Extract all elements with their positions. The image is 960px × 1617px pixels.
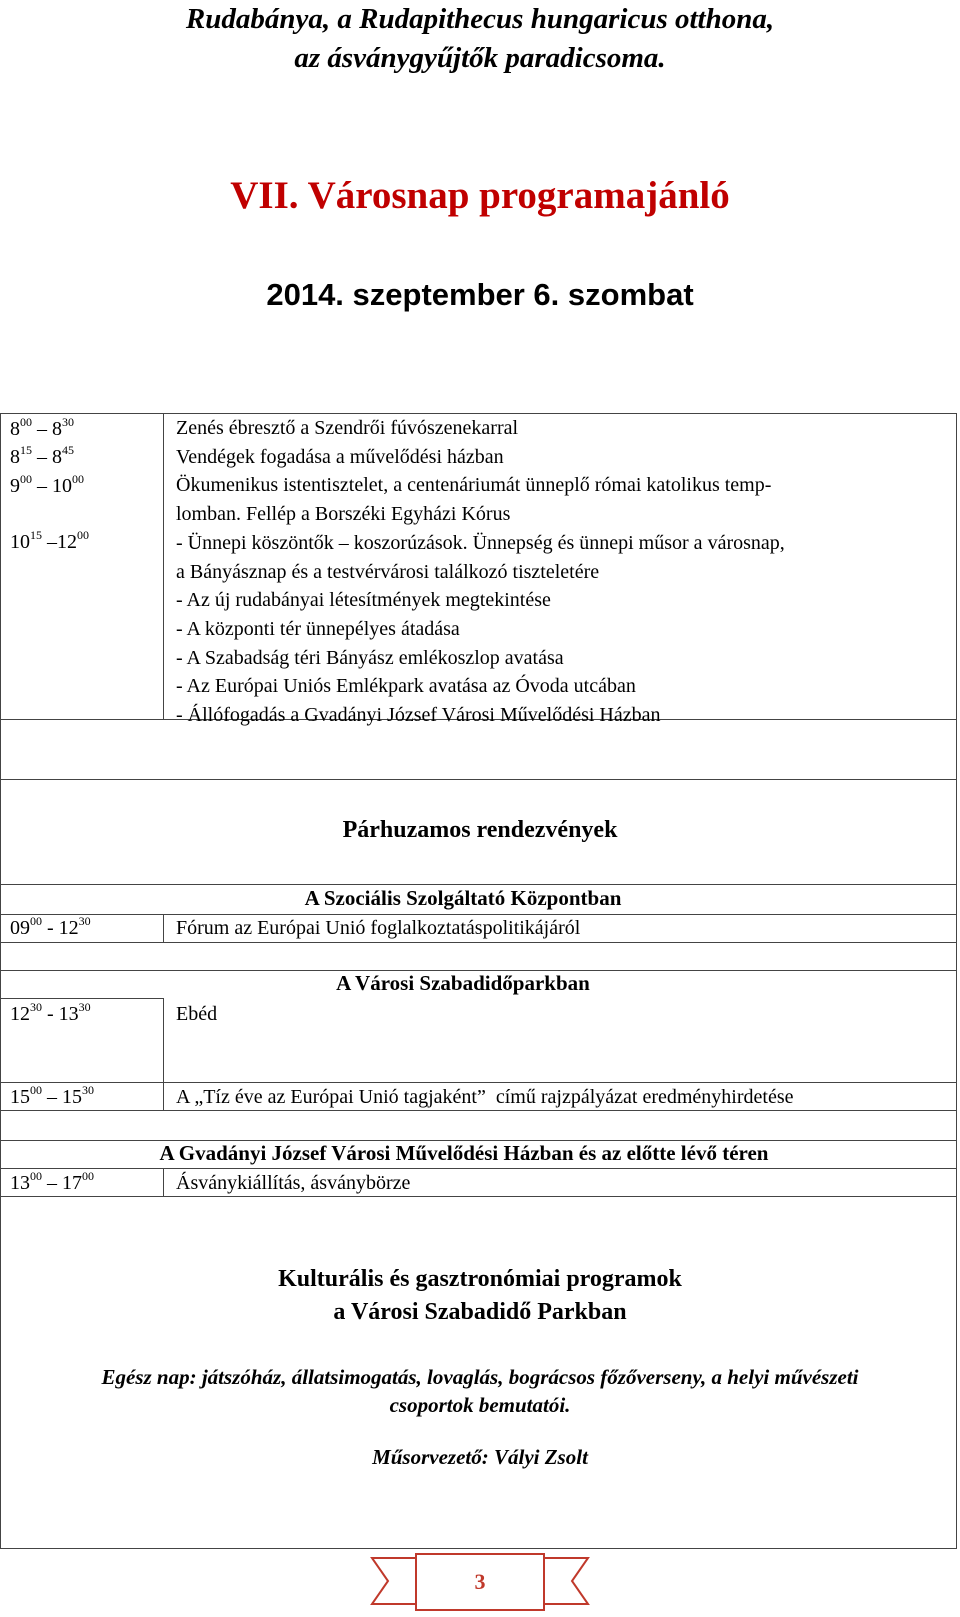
program-line: - A Szabadság téri Bányász emlékoszlop avatása — [176, 646, 564, 669]
row-divider — [1, 1168, 956, 1169]
row-divider — [1, 998, 164, 999]
time-slot: $10^{15}$ $-12^{00}$ — [10, 528, 89, 553]
time-slot: $13^{00} - 17^{00}$ — [10, 1169, 94, 1194]
parallel-heading: Párhuzamos rendezvények — [342, 817, 618, 843]
location-heading: A Városi Szabadidőparkban — [336, 971, 590, 995]
cultural-heading — [0, 1263, 960, 1329]
time-column-divider — [163, 414, 164, 719]
time-slot: $9^{00} - 10^{00}$ — [10, 472, 84, 497]
time-column-divider — [163, 914, 164, 942]
program-line: - Az Európai Uniós Emlékpark avatása az Óvoda utcában — [176, 675, 636, 698]
time-column-divider — [163, 1168, 164, 1196]
program-text: Fórum az Európai Unió foglalkoztatáspolitikájáról — [176, 917, 581, 939]
time-column-divider — [163, 1082, 164, 1110]
program-text: Ásványkiállítás, ásványbörze — [176, 1172, 411, 1194]
time-column-divider — [163, 998, 164, 1082]
location-heading: A Gvadányi József Városi Művelődési Házban és az előtte lévő téren — [159, 1141, 769, 1165]
schedule-divider — [1, 779, 956, 780]
program-line: Vendégek fogadása a művelődési házban — [176, 445, 504, 468]
time-slot: $12^{30} - 13^{30}$ — [10, 1000, 91, 1025]
row-divider — [1, 1196, 956, 1197]
time-slot: $8^{00} - 8^{30}$ — [10, 415, 74, 440]
program-line: - Állófogadás a Gvadányi József Városi Művelődési Házban — [176, 704, 661, 727]
page-title: VII. Városnap programajánló — [230, 174, 730, 217]
page-number: 3 — [474, 1569, 486, 1594]
row-divider — [1, 1110, 956, 1111]
all-day-line-1: Egész nap: játszóház, állatsimogatás, lovaglás, bográcsos főzőverseny, a helyi művészeti — [101, 1365, 859, 1389]
program-line: - Ünnepi köszöntők – koszorúzások. Ünnepség és ünnepi műsor a városnap, — [176, 531, 785, 554]
row-divider — [1, 942, 956, 943]
header-line-1: Rudabánya, a Rudapithecus hungaricus otthona, — [185, 3, 775, 35]
time-slot: $8^{15} - 8^{45}$ — [10, 443, 74, 468]
program-line: a Bányásznap és a testvérvárosi találkozó tiszteletére — [176, 560, 600, 583]
all-day-programs — [0, 1363, 960, 1419]
location-heading: A Szociális Szolgáltató Központban — [304, 886, 622, 910]
cultural-heading-line-2: a Városi Szabadidő Parkban — [333, 1299, 627, 1325]
program-text: Ebéd — [176, 1003, 218, 1025]
program-line: Zenés ébresztő a Szendrői fúvószenekarral — [176, 417, 519, 439]
program-line: Ökumenikus istentisztelet, a centenáriumát ünneplő római katolikus temp- — [176, 474, 772, 497]
event-date: 2014. szeptember 6. szombat — [266, 277, 694, 312]
host-line: Műsorvezető: Vályi Zsolt — [372, 1445, 588, 1469]
cultural-heading-line-1: Kulturális és gasztronómiai programok — [278, 1266, 682, 1292]
page-number-ribbon — [370, 1552, 590, 1612]
header-line-2: az ásványgyűjtők paradicsoma. — [294, 42, 666, 74]
time-slot: $09^{00} - 12^{30}$ — [10, 914, 91, 939]
program-description — [176, 414, 916, 730]
program-line: - A központi tér ünnepélyes átadása — [176, 617, 460, 640]
header-slogan — [0, 0, 960, 78]
program-line: lomban. Fellép a Borszéki Egyházi Kórus — [176, 503, 511, 526]
program-line: - Az új rudabányai létesítmények megtekintése — [176, 589, 551, 612]
section-divider — [1, 884, 956, 885]
program-text: A „Tíz éve az Európai Unió tagjaként” című rajzpályázat eredményhirdetése — [176, 1086, 794, 1108]
all-day-line-2: csoportok bemutatói. — [389, 1393, 571, 1417]
time-slot: $15^{00} - 15^{30}$ — [10, 1083, 94, 1108]
